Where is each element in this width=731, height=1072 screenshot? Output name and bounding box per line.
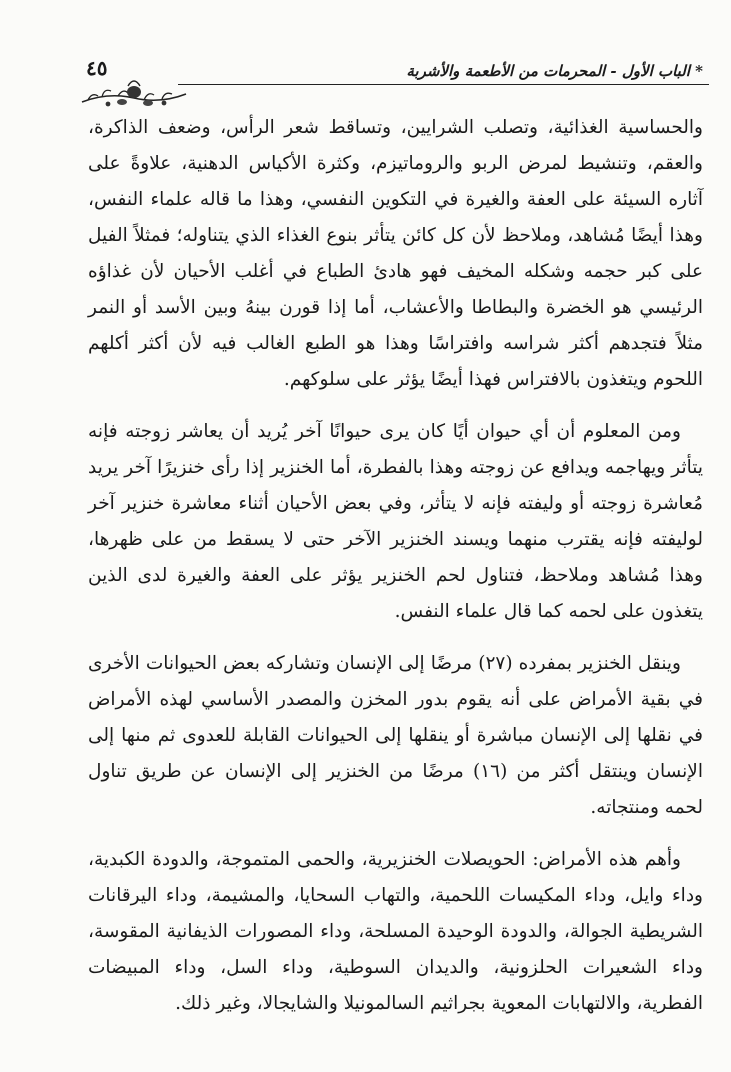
paragraph-2: ومن المعلوم أن أي حيوان أيًا كان يرى حيوانًا آخر يُريد أن يعاشر زوجته فإنه يتأثر ويهاجمه ويدافع عن زوجته وهذا بالفطرة، أما الخنزير إذا رأى خنزيرًا آخر يريد مُعاشرة زوجته أو وليفته فإنه لا يتأثر، وفي بعض الأحيان أثناء معاشرة خنزير آخر لوليفته فإنه يقترب منهما ويسند الخنزير الآخر حتى لا يسقط من على ظهرها، وهذا مُشاهد وملاحظ، فتناول لحم الخنزير يؤثر على العفة والغيرة لدى الذين يتغذون على لحمه كما قال علماء النفس. — [88, 421, 703, 622]
page-number: ٤٥ — [86, 56, 108, 80]
paragraph-1: والحساسية الغذائية، وتصلب الشرايين، وتساقط شعر الرأس، وضعف الذاكرة، والعقم، وتنشيط لمرض الربو والروماتيزم، وكثرة الأكياس الدهنية، علاوةً على آثاره السيئة على العفة والغيرة في التكوين النفسي، وهذا ما قاله علماء النفس، وهذا أيضًا مُشاهد، وملاحظ لأن كل كائن يتأثر بنوع الغذاء الذي يتناوله؛ فمثلاً الفيل على كبر حجمه وشكله المخيف فهو هادئ الطباع في أغلب الأحيان لأن غذاؤه الرئيسي هو الخضرة والبطاطا والأعشاب، أما إذا قورن بينهُ وبين الأسد أو النمر مثلاً فتجدهم أكثر شراسه وافتراسًا وهذا هو الطبع الغالب فيه لأن أكثر أكلهم اللحوم ويتغذون بالافتراس فهذا أيضًا يؤثر على سلوكهم. — [88, 117, 703, 390]
header-rule — [178, 84, 709, 85]
running-header — [78, 54, 709, 114]
chapter-title: * الباب الأول - المحرمات من الأطعمة والأشربة — [406, 62, 703, 80]
floral-ornament-icon — [78, 72, 190, 110]
page-body — [88, 110, 703, 1022]
paragraph-4: وأهم هذه الأمراض: الحويصلات الخنزيرية، والحمى المتموجة، والدودة الكبدية، وداء وايل، وداء المكيسات اللحمية، والتهاب السحايا، والمشيمة، وداء اليرقانات الشريطية الجوالة، والدودة الوحيدة المسلحة، وداء المصورات الذيفانية المقوسة، وداء الشعيرات الحلزونية، والديدان السوطية، وداء السل، وداء المبيضات الفطرية، والالتهابات المعوية بجراثيم السالمونيلا والشايجالا، وغير ذلك. — [88, 849, 703, 1014]
paragraph-3: وينقل الخنزير بمفرده (٢٧) مرضًا إلى الإنسان وتشاركه بعض الحيوانات الأخرى في بقية الأمراض على أنه يقوم بدور المخزن والمصدر الأساسي لهذه الأمراض في نقلها إلى الإنسان مباشرة أو ينقلها إلى الحيوانات القابلة للعدوى ثم منها إلى الإنسان وينتقل أكثر من (١٦) مرضًا من الخنزير إلى الإنسان عن طريق تناول لحمه ومنتجاته. — [88, 653, 703, 818]
